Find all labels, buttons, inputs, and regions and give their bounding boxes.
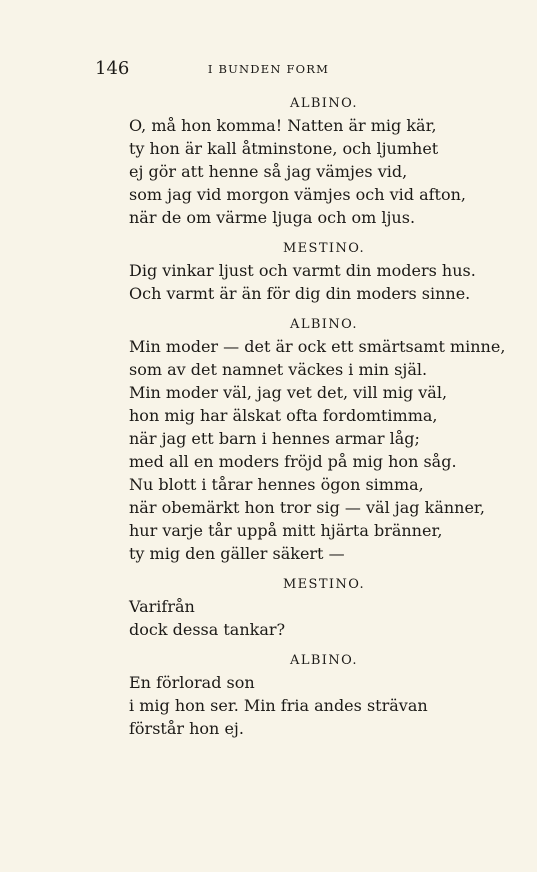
verse-line: ty hon är kall åtminstone, och ljumhet [129, 139, 439, 158]
verse-line: som av det namnet väckes i min själ. [129, 360, 428, 379]
verse-line: Nu blott i tårar hennes ögon simma, [129, 475, 424, 494]
speaker-name: ALBINO. [290, 96, 358, 111]
verse-line: O, må hon komma! Natten är mig kär, [129, 116, 437, 135]
dialogue-text [129, 94, 506, 740]
verse-line: när obemärkt hon tror sig — väl jag känner, [129, 498, 485, 517]
verse-line: hur varje tår uppå mitt hjärta bränner, [129, 521, 443, 540]
verse-line: Min moder väl, jag vet det, vill mig väl, [129, 383, 448, 402]
verse-line: ty mig den gäller säkert — [129, 544, 345, 563]
verse-line: dock dessa tankar? [129, 620, 286, 639]
verse-line: med all en moders fröjd på mig hon såg. [129, 452, 457, 471]
verse-line: Dig vinkar ljust och varmt din moders hus. [129, 261, 476, 280]
speaker-name: ALBINO. [290, 653, 358, 668]
page-number: 146 [95, 58, 130, 79]
verse-line: i mig hon ser. Min fria andes strävan [129, 696, 428, 715]
verse-line: när de om värme ljuga och om ljus. [129, 208, 416, 227]
verse-line: Min moder — det är ock ett smärtsamt minne, [129, 337, 506, 356]
verse-line: hon mig har älskat ofta fordomtimma, [129, 406, 438, 425]
speaker-name: MESTINO. [282, 241, 366, 256]
verse-line: som jag vid morgon vämjes och vid afton, [129, 185, 466, 204]
verse-line: Och varmt är än för dig din moders sinne. [129, 284, 471, 303]
verse-line: ej gör att henne så jag vämjes vid, [129, 162, 408, 181]
verse-line: En förlorad son [129, 673, 255, 692]
running-title: I BUNDEN FORM [207, 62, 330, 76]
verse-line: när jag ett barn i hennes armar låg; [129, 429, 420, 448]
speaker-name: MESTINO. [282, 577, 366, 592]
verse-line: Varifrån [129, 597, 195, 616]
page-header [0, 58, 537, 82]
verse-line: förstår hon ej. [129, 719, 244, 738]
speaker-name: ALBINO. [290, 317, 358, 332]
